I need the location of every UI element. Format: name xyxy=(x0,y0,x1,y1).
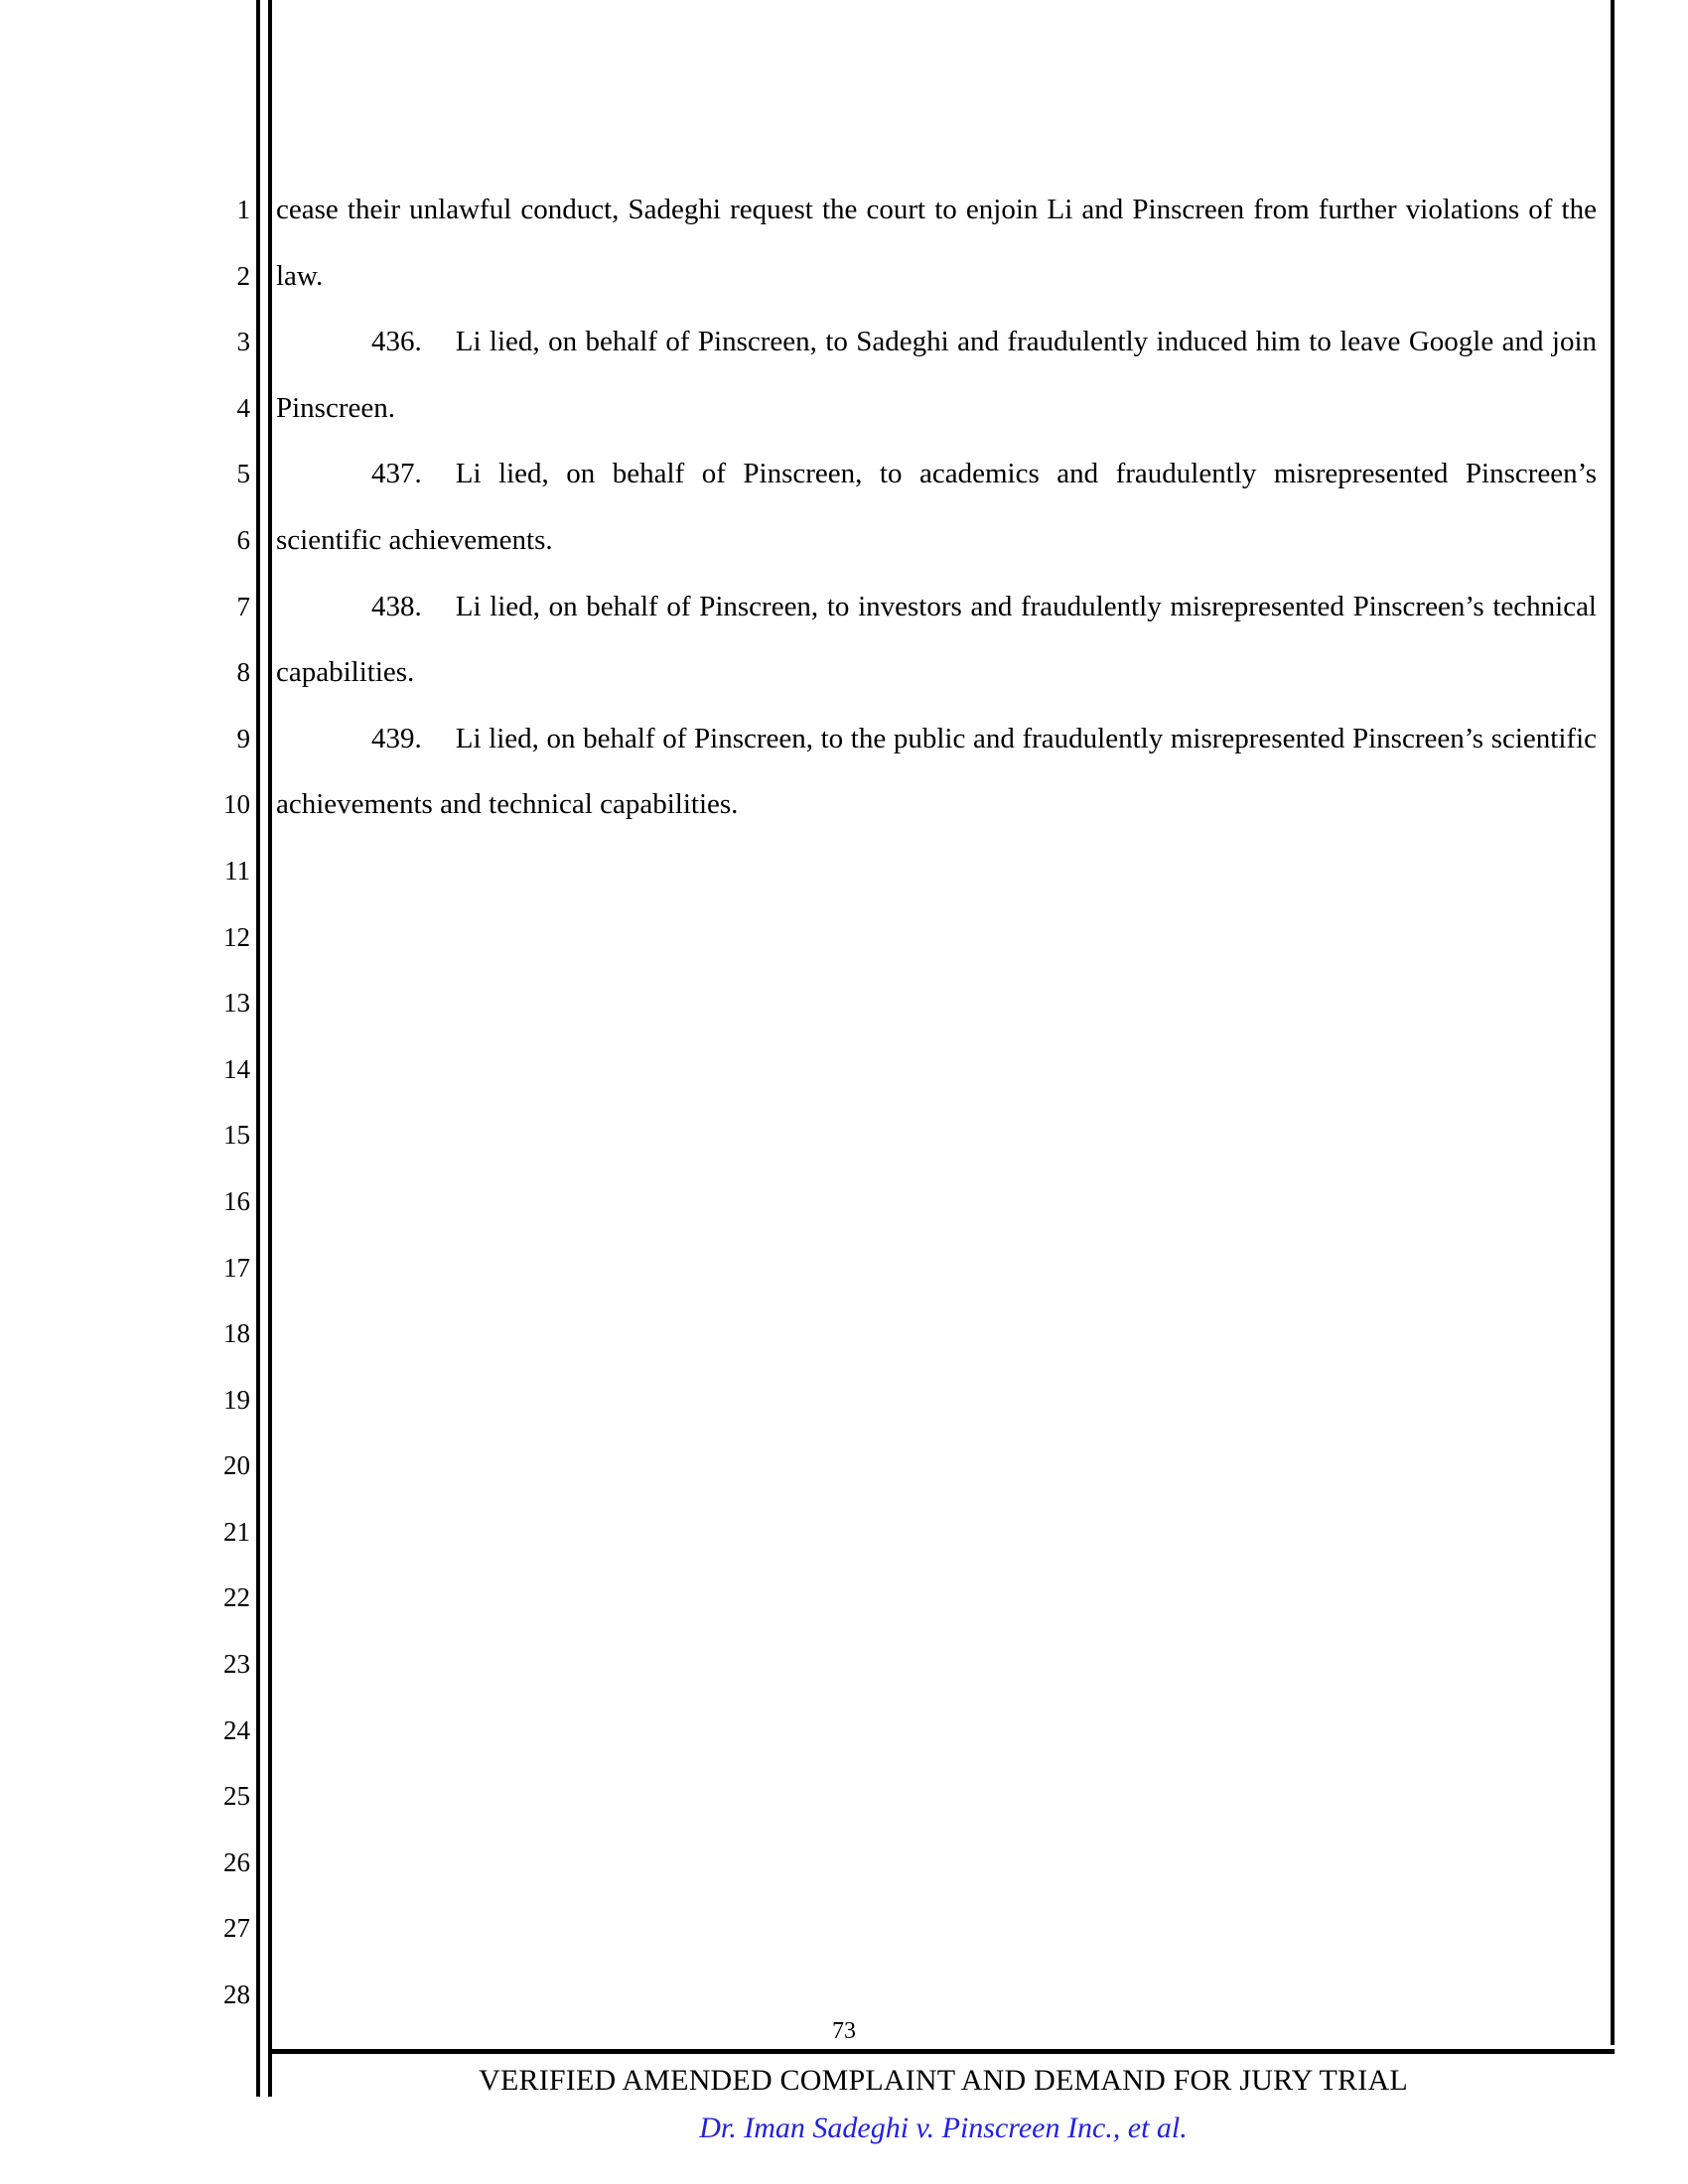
line-number: 8 xyxy=(236,657,250,688)
line-number: 7 xyxy=(236,591,250,621)
paragraph xyxy=(276,706,1597,838)
line-number: 16 xyxy=(223,1185,250,1216)
line-number: 5 xyxy=(236,459,250,489)
line-number: 9 xyxy=(236,723,250,753)
line-number: 15 xyxy=(223,1120,250,1151)
paragraph-number: 438. xyxy=(371,590,422,622)
paragraph xyxy=(276,177,1597,309)
line-number: 10 xyxy=(223,789,250,820)
body-text-column xyxy=(276,177,1597,838)
line-number: 28 xyxy=(223,1979,250,2010)
line-number: 2 xyxy=(236,260,250,291)
line-number: 27 xyxy=(223,1913,250,1944)
line-number: 21 xyxy=(223,1516,250,1547)
line-number: 18 xyxy=(223,1318,250,1349)
line-number: 11 xyxy=(224,855,250,886)
line-number: 24 xyxy=(223,1714,250,1745)
line-number: 12 xyxy=(223,921,250,952)
paragraph-text: Li lied, on behalf of Pinscreen, to the public and fraudulently misrepresented Pinscreen’s scientific achievements and technical capabilities. xyxy=(276,722,1597,821)
line-number: 22 xyxy=(223,1582,250,1613)
line-number: 19 xyxy=(223,1384,250,1415)
paragraph-number: 437. xyxy=(371,458,422,490)
paragraph xyxy=(276,441,1597,573)
line-number-gutter xyxy=(195,177,250,2028)
paragraph-number: 439. xyxy=(371,722,422,754)
footer-title: VERIFIED AMENDED COMPLAINT AND DEMAND FOR JURY TRIAL xyxy=(479,2064,1408,2097)
paragraph-text: Li lied, on behalf of Pinscreen, to investors and fraudulently misrepresented Pinscreen’s technical capabilities. xyxy=(276,590,1597,689)
paragraph xyxy=(276,309,1597,441)
line-number: 20 xyxy=(223,1450,250,1481)
line-number: 25 xyxy=(223,1781,250,1812)
paragraph-text: Li lied, on behalf of Pinscreen, to Sadeghi and fraudulently induced him to leave Google and join Pinscreen. xyxy=(276,326,1597,424)
paragraph-text: cease their unlawful conduct, Sadeghi request the court to enjoin Li and Pinscreen from further violations of the law. xyxy=(276,194,1597,292)
line-number: 6 xyxy=(236,524,250,555)
left-outer-rule xyxy=(256,0,260,2097)
right-rule xyxy=(1611,0,1615,2045)
line-number: 17 xyxy=(223,1252,250,1283)
line-number: 1 xyxy=(236,195,250,224)
line-number: 13 xyxy=(223,988,250,1019)
left-inner-rule xyxy=(268,0,272,2097)
line-number: 23 xyxy=(223,1649,250,1680)
line-number: 4 xyxy=(236,392,250,423)
line-number: 26 xyxy=(223,1846,250,1877)
page-number: 73 xyxy=(832,2018,856,2044)
footer-divider xyxy=(272,2049,1615,2054)
paragraph-number: 436. xyxy=(371,326,422,358)
line-number: 14 xyxy=(223,1053,250,1084)
paragraph-text: Li lied, on behalf of Pinscreen, to academics and fraudulently misrepresented Pinscreen’s scientific achievements. xyxy=(276,458,1597,556)
line-number: 3 xyxy=(236,327,250,357)
paragraph xyxy=(276,574,1597,706)
footer-case-caption: Dr. Iman Sadeghi v. Pinscreen Inc., et al. xyxy=(699,2112,1188,2144)
